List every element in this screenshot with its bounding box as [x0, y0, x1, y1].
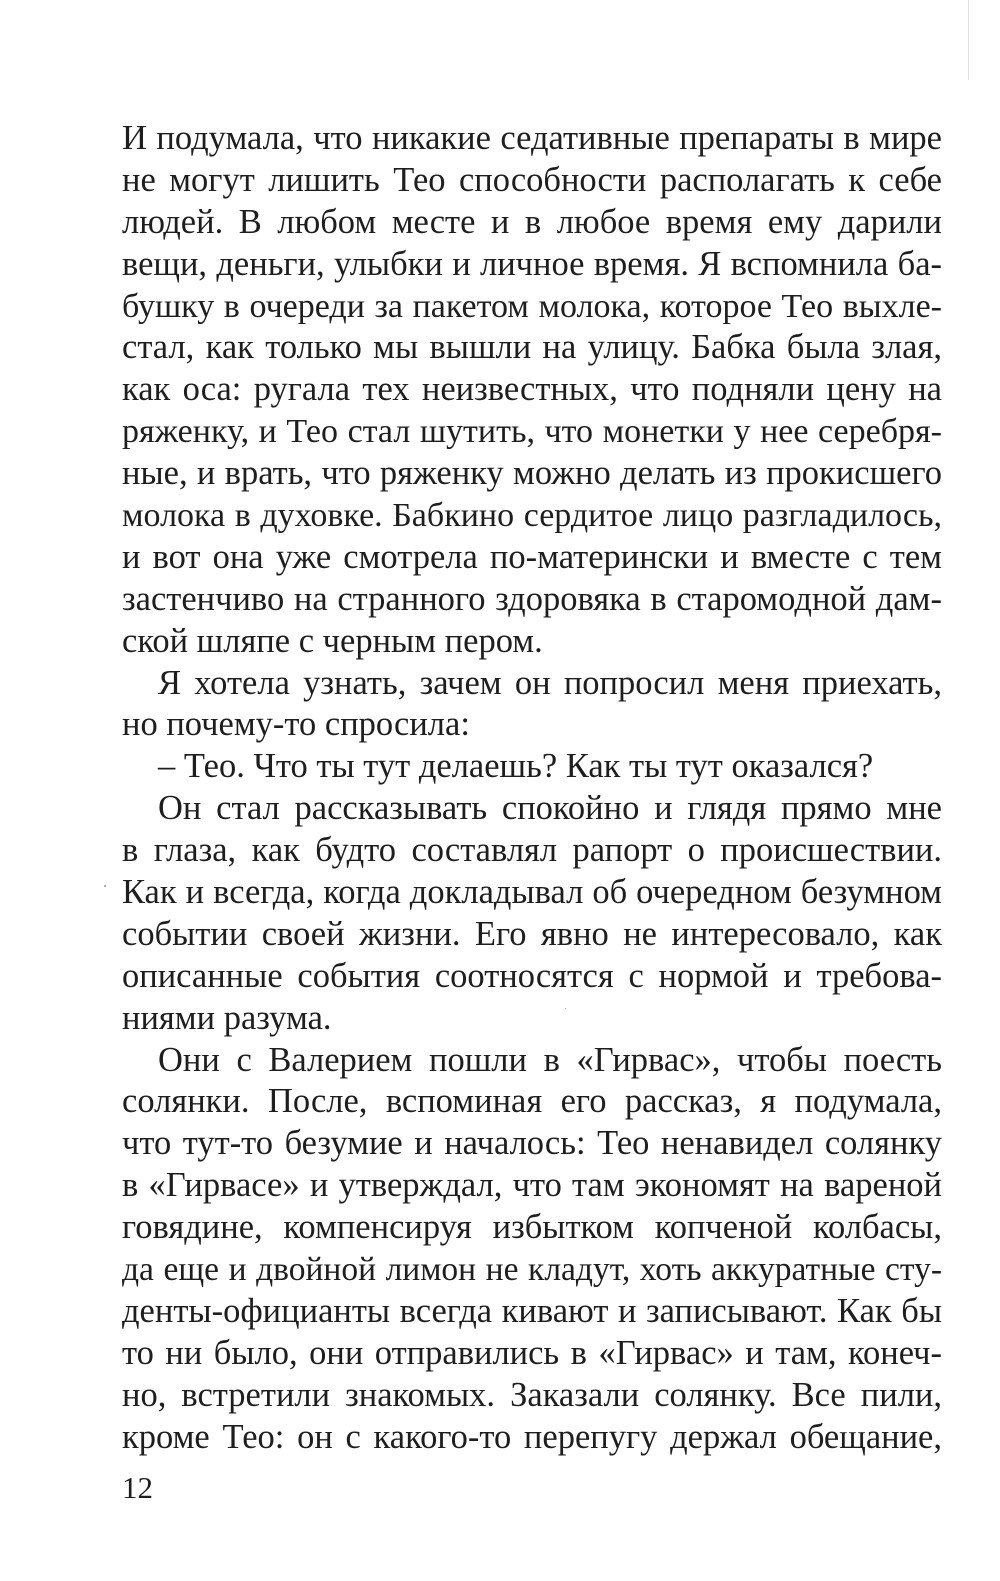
- text-line: стал, как только мы вышли на улицу. Бабка была злая,: [122, 328, 942, 367]
- text-line: в «Гирвасе» и утверждал, что там экономят на вареной: [122, 1166, 942, 1205]
- text-line: И подумала, что никакие седативные препараты в мире: [122, 119, 942, 157]
- paragraph-first-line: – Тео. Что ты тут делаешь? Как ты тут оказался?: [158, 747, 874, 786]
- text-line: описанные события соотносятся с нормой и требова-: [122, 956, 942, 995]
- text-line: застенчиво на странного здоровяка в старомодной дам-: [122, 579, 942, 618]
- text-line: не могут лишить Тео способности располагать к себе: [122, 160, 942, 199]
- scan-speck: [104, 885, 106, 887]
- text-line: ской шляпе с черным пером.: [122, 621, 543, 660]
- page-number: 12: [122, 1470, 153, 1505]
- body-text: [122, 118, 942, 1459]
- paragraph-first-line: Он стал рассказывать спокойно и глядя прямо мне: [158, 789, 942, 828]
- text-line: вещи, деньги, улыбки и личное время. Я вспомнила ба-: [122, 244, 942, 283]
- text-line: в глаза, как будто составлял рапорт о происшествии.: [122, 831, 942, 870]
- text-line: говядине, компенсируя избытком копченой колбасы,: [122, 1208, 942, 1247]
- page-edge-shadow: [968, 0, 969, 80]
- paragraph-first-line: Они с Валерием пошли в «Гирвас», чтобы поесть: [158, 1040, 942, 1079]
- scan-speck: [565, 1008, 566, 1009]
- text-line: людей. В любом месте и в любое время ему дарили: [122, 202, 942, 241]
- text-line: денты-официанты всегда кивают и записывают. Как бы: [122, 1291, 942, 1330]
- text-line: ниями разума.: [122, 998, 332, 1037]
- text-line: но почему-то спросила:: [122, 705, 470, 744]
- text-line: ряженку, и Тео стал шутить, что монетки у нее серебря-: [122, 413, 942, 451]
- text-line: молока в духовке. Бабкино сердитое лицо разгладилось,: [122, 497, 942, 535]
- text-line: Как и всегда, когда докладывал об очередном безумном: [122, 873, 942, 912]
- text-line: как оса: ругала тех неизвестных, что подняли цену на: [122, 370, 942, 409]
- text-line: и вот она уже смотрела по-матерински и вместе с тем: [122, 537, 942, 576]
- paragraph-first-line: Я хотела узнать, зачем он попросил меня приехать,: [158, 663, 942, 702]
- text-line: то ни было, они отправились в «Гирвас» и там, конеч-: [122, 1333, 942, 1372]
- text-line: событии своей жизни. Его явно не интересовало, как: [122, 914, 942, 953]
- text-line: да еще и двойной лимон не кладут, хоть аккуратные сту-: [122, 1251, 942, 1289]
- text-line: ные, и врать, что ряженку можно делать из прокисшего: [122, 454, 942, 493]
- text-line: кроме Тео: он с какого-то перепугу держал обещание,: [122, 1417, 942, 1456]
- text-line: солянки. После, вспоминая его рассказ, я подумала,: [122, 1082, 942, 1121]
- text-line: что тут-то безумие и началось: Тео ненавидел солянку: [122, 1124, 942, 1163]
- text-line: бушку в очереди за пакетом молока, которое Тео выхле-: [122, 287, 942, 325]
- text-line: но, встретили знакомых. Заказали солянку. Все пили,: [122, 1375, 942, 1414]
